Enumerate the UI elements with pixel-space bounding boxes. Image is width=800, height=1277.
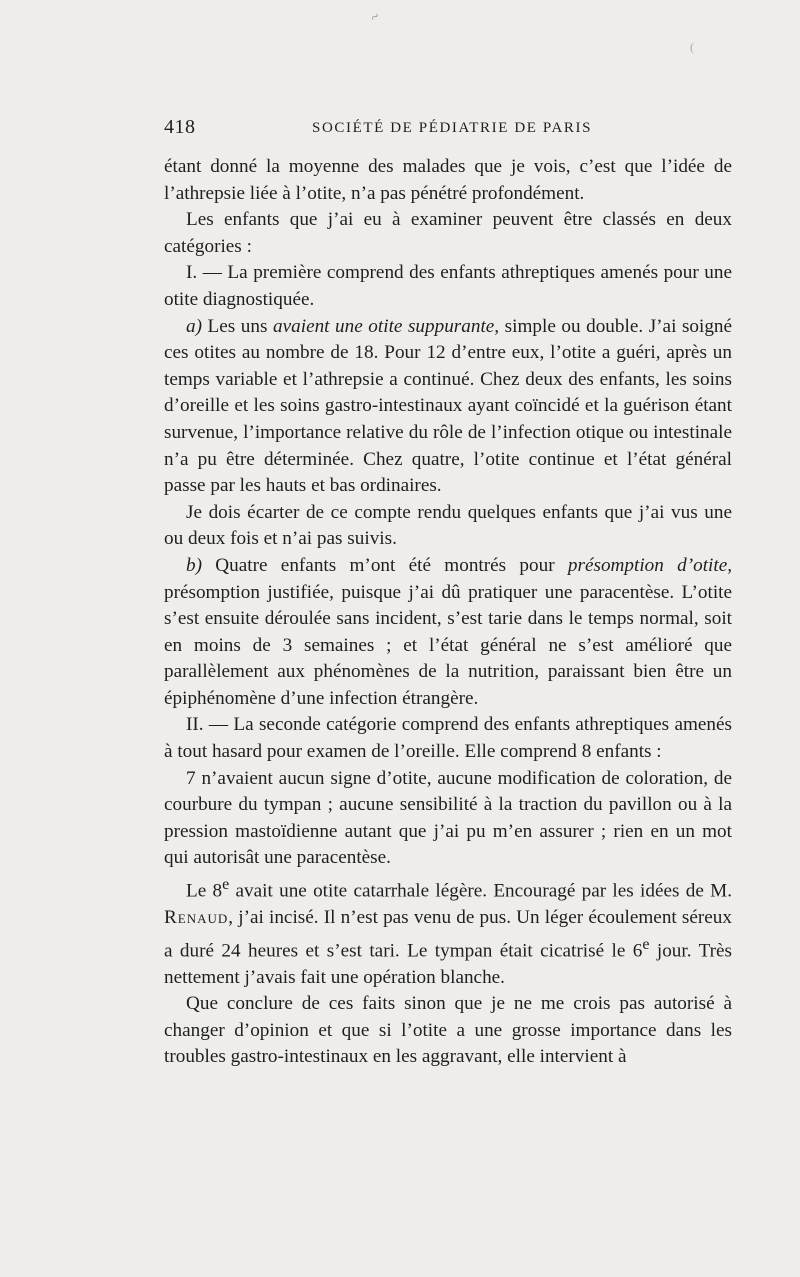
paragraph-text: jour. Très nettement j’avais fait une opération blanche.: [164, 940, 733, 988]
paragraph-4: [164, 314, 732, 500]
paragraph-text: , j’ai incisé. Il n’est pas venu de pus. Un léger écoulement séreux a duré 24 heures et s’est tari. Le tympan était cicatrisé le 6: [164, 907, 732, 961]
paragraph-9: [164, 872, 732, 991]
italic-phrase: présomption d’otite,: [567, 554, 733, 576]
paragraph-5: Je dois écarter de ce compte rendu quelques enfants que j’ai vus une ou deux fois et n’ai pas suivis.: [164, 501, 732, 550]
paragraph-text: avait une otite catarrhale légère. Encouragé par les idées de M.: [235, 880, 732, 902]
running-head: SOCIÉTÉ DE PÉDIATRIE DE PARIS: [312, 120, 593, 136]
paragraph-text: Les uns: [207, 315, 268, 337]
stray-mark: (: [690, 40, 694, 54]
body-text: [164, 154, 732, 1071]
paragraph-1: étant donné la moyenne des malades que je vois, c’est que l’idée de l’athrepsie liée à l’otite, n’a pas pénétré profondément.: [164, 156, 732, 204]
ordinal-suffix: e: [642, 935, 650, 953]
list-label: b): [186, 554, 202, 576]
paragraph-text: Le 8: [186, 880, 223, 902]
ordinal-suffix: e: [222, 876, 230, 894]
page-number: 418: [164, 116, 196, 138]
paragraph-text: simple ou double. J’ai soigné ces otites au nombre de 18. Pour 12 d’entre eux, l’otite a guéri, après un temps variable et l’athrepsie a continué. Chez deux des enfants, les soins d’oreille et les soins gastro-intestinaux ayant coïncidé et la guérison étant survenue, l’importance relative du rôle de l’infection otique ou intestinale n’a pu être déterminée. Chez quatre, l’otite continue et l’état général passe par les hauts et bas ordinaires.: [164, 315, 733, 497]
page-header: [164, 116, 732, 142]
paragraph-10: Que conclure de ces faits sinon que je ne me crois pas autorisé à changer d’opinion et que si l’otite a une grosse importance dans les troubles gastro-intestinaux en les aggravant, elle intervient à: [164, 993, 732, 1068]
paragraph-7: II. — La seconde catégorie comprend des enfants athreptiques amenés à tout hasard pour examen de l’oreille. Elle comprend 8 enfants :: [164, 714, 732, 763]
stray-mark: ~: [368, 9, 383, 26]
paragraph-text: présomption justifiée, puisque j’ai dû pratiquer une paracentèse. L’otite s’est ensuite déroulée sans incident, s’est tarie dans le temps normal, soit en moins de 3 semaines ; et l’état général ne s’est amélioré que parallèlement aux phénomènes de la nutrition, paraissant bien être un épiphénomène d’une infection étrangère.: [164, 581, 732, 709]
list-label: a): [186, 315, 202, 337]
paragraph-2: Les enfants que j’ai eu à examiner peuvent être classés en deux catégories :: [164, 209, 732, 257]
paragraph-8: 7 n’avaient aucun signe d’otite, aucune modification de coloration, de courbure du tympan ; aucune sensibilité à la traction du pavillon ou à la pression mastoïdienne autant que j’ai pu m’en assurer ; rien en un mot qui autorisât une paracentèse.: [164, 767, 732, 869]
paragraph-text: Quatre enfants m’ont été montrés pour: [215, 554, 555, 576]
italic-phrase: avaient une otite suppurante,: [273, 315, 500, 337]
author-name: Renaud: [164, 907, 229, 929]
paragraph-6: [164, 553, 732, 713]
paragraph-3: I. — La première comprend des enfants athreptiques amenés pour une otite diagnostiquée.: [164, 262, 732, 310]
